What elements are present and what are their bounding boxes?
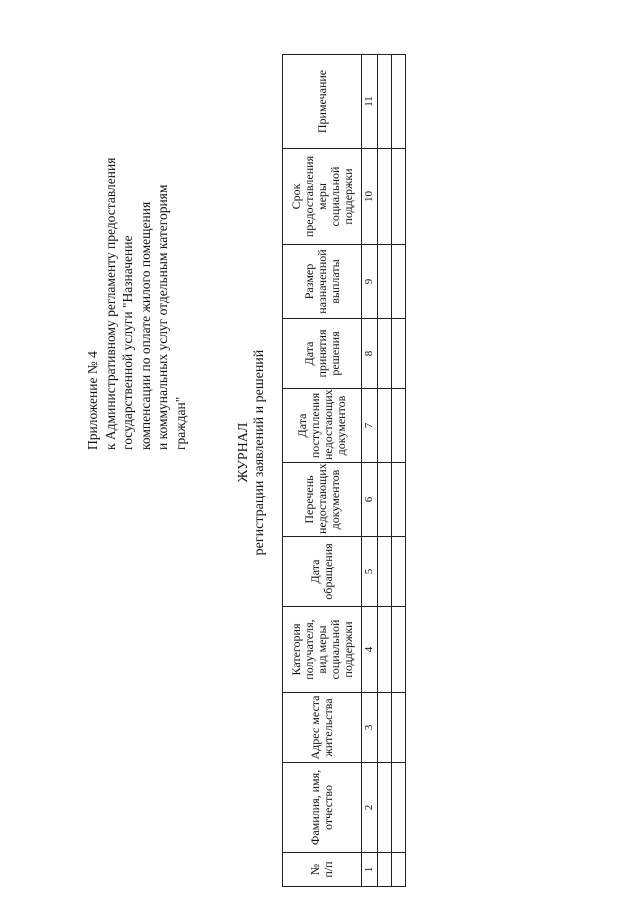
column-header-line: выплаты bbox=[327, 259, 342, 304]
column-header bbox=[283, 149, 362, 245]
column-header-line: Категория bbox=[288, 623, 303, 676]
column-header-line: Дата bbox=[295, 413, 309, 438]
column-header-line: жительства bbox=[321, 698, 335, 757]
column-number: 7 bbox=[362, 389, 378, 463]
column-number: 6 bbox=[362, 463, 378, 537]
column-header bbox=[283, 245, 362, 319]
column-header-line: п/п bbox=[321, 861, 335, 878]
appendix-note bbox=[84, 10, 189, 450]
column-header-line: Примечание bbox=[314, 69, 329, 134]
column-header-line: поступления bbox=[308, 392, 322, 459]
appendix-line: к Административному регламенту предоставления bbox=[102, 157, 118, 450]
column-header-line: документов bbox=[327, 469, 342, 530]
table-cell bbox=[378, 763, 392, 853]
appendix-line: государственной услуги "Назначение bbox=[120, 235, 135, 450]
column-header-line: Дата bbox=[301, 341, 316, 366]
column-header bbox=[283, 853, 362, 887]
column-header bbox=[283, 55, 362, 149]
table-cell bbox=[378, 389, 392, 463]
table-cell bbox=[392, 763, 406, 853]
table-cell bbox=[378, 693, 392, 763]
column-number: 2 bbox=[362, 763, 378, 853]
table-cell bbox=[392, 319, 406, 389]
table-cell bbox=[392, 537, 406, 607]
column-number: 10 bbox=[362, 149, 378, 245]
column-number: 5 bbox=[362, 537, 378, 607]
column-header-line: Адрес места bbox=[308, 695, 322, 760]
table-cell bbox=[378, 55, 392, 149]
table-cell bbox=[378, 149, 392, 245]
column-number: 1 bbox=[362, 853, 378, 887]
registration-table bbox=[282, 54, 406, 887]
column-header-line: поддержки bbox=[340, 168, 355, 225]
column-header-line: предоставления bbox=[301, 155, 316, 238]
column-header bbox=[283, 763, 362, 853]
column-header bbox=[283, 463, 362, 537]
appendix-line: компенсации по оплате жилого помещения bbox=[137, 201, 153, 450]
column-header-line: поддержки bbox=[340, 621, 355, 678]
table-cell bbox=[392, 693, 406, 763]
column-number-row bbox=[362, 55, 378, 887]
journal-subtitle: регистрации заявлений и решений bbox=[252, 349, 267, 556]
appendix-line: Приложение № 4 bbox=[85, 351, 100, 450]
column-header-line: недостающих bbox=[321, 389, 335, 460]
column-number: 3 bbox=[362, 693, 378, 763]
column-header-line: Срок bbox=[288, 183, 303, 210]
table-row bbox=[392, 55, 406, 887]
table-cell bbox=[378, 537, 392, 607]
table-cell bbox=[378, 319, 392, 389]
column-header-line: меры bbox=[314, 183, 329, 210]
column-header-line: вид меры bbox=[314, 625, 329, 674]
table-cell bbox=[392, 463, 406, 537]
appendix-line: и коммунальных услуг отдельным категориям bbox=[155, 184, 170, 450]
table-cell bbox=[392, 245, 406, 319]
column-header-line: получателя, bbox=[301, 619, 316, 680]
column-header-line: обращения bbox=[321, 543, 335, 600]
column-number: 8 bbox=[362, 319, 378, 389]
table-cell bbox=[392, 853, 406, 887]
header-row bbox=[283, 55, 362, 887]
table-cell bbox=[392, 55, 406, 149]
column-header bbox=[283, 693, 362, 763]
column-header bbox=[283, 389, 362, 463]
table-cell bbox=[378, 245, 392, 319]
column-header bbox=[283, 319, 362, 389]
table-cell bbox=[378, 607, 392, 693]
column-header bbox=[283, 537, 362, 607]
column-header-line: № bbox=[308, 863, 322, 876]
column-header-line: Размер bbox=[301, 263, 316, 300]
column-header-line: назначенной bbox=[314, 249, 329, 314]
column-number: 4 bbox=[362, 607, 378, 693]
journal-title: ЖУРНАЛ bbox=[236, 422, 251, 483]
column-header-line: Дата bbox=[308, 559, 322, 584]
column-number: 9 bbox=[362, 245, 378, 319]
column-header bbox=[283, 607, 362, 693]
column-number: 11 bbox=[362, 55, 378, 149]
column-header-line: отчество bbox=[321, 785, 335, 830]
table-cell bbox=[392, 389, 406, 463]
column-header-line: принятия bbox=[314, 329, 329, 378]
table-cell bbox=[378, 463, 392, 537]
column-header-line: социальной bbox=[327, 619, 342, 680]
appendix-line: граждан" bbox=[172, 396, 188, 450]
table-cell bbox=[392, 607, 406, 693]
table-row bbox=[378, 55, 392, 887]
column-header-line: социальной bbox=[327, 166, 342, 227]
table-cell bbox=[392, 149, 406, 245]
column-header-line: решения bbox=[327, 331, 342, 376]
column-header-line: Перечень bbox=[301, 475, 316, 524]
column-header-line: Фамилия, имя, bbox=[308, 769, 322, 846]
column-header-line: недостающих bbox=[314, 463, 329, 534]
table-cell bbox=[378, 853, 392, 887]
column-header-line: документов bbox=[334, 395, 348, 456]
